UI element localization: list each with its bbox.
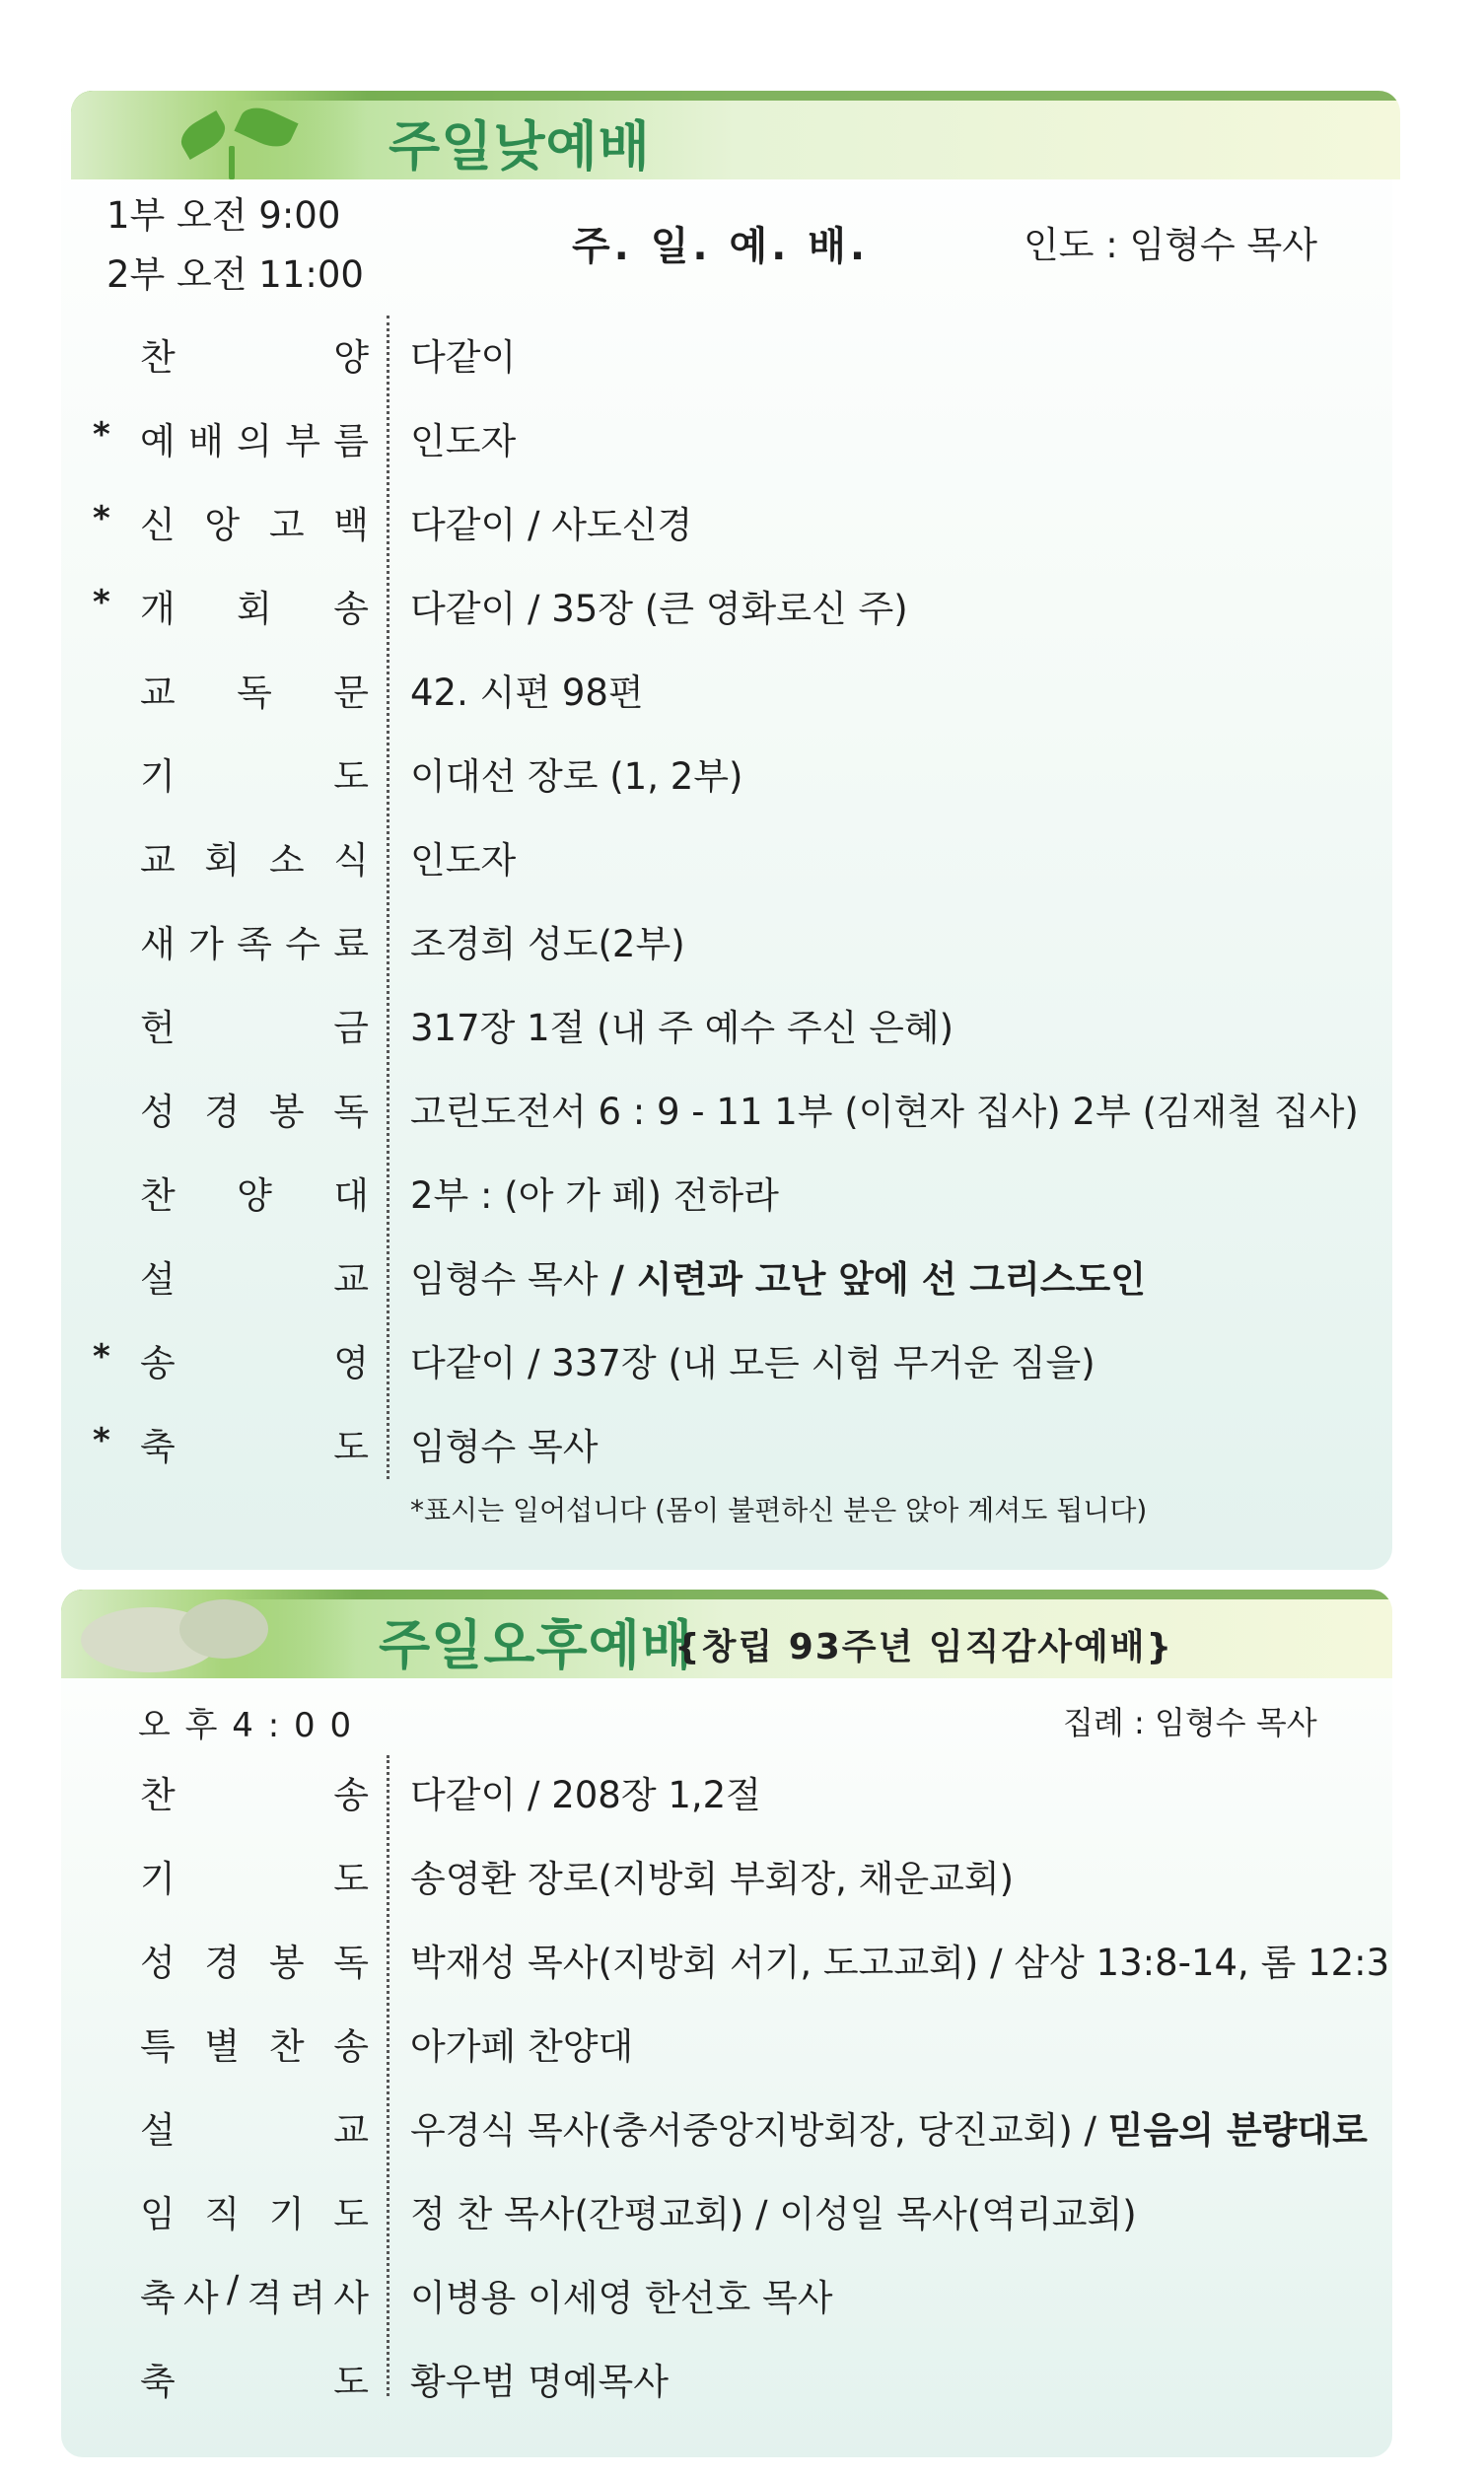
order-value bbox=[410, 2017, 633, 2070]
order-label-char: 영 bbox=[333, 1342, 369, 1384]
order-value-text: 다같이 / 사도신경 bbox=[410, 504, 693, 546]
order-label-char: 기 bbox=[140, 755, 176, 798]
order-label-char: 봉 bbox=[268, 1091, 305, 1133]
order-value-text: 황우범 명예목사 bbox=[410, 2361, 669, 2403]
order-label bbox=[140, 830, 369, 884]
order-label-char: 경 bbox=[204, 1942, 241, 1984]
order-label-char: 교 bbox=[333, 2109, 369, 2152]
order-label bbox=[140, 411, 369, 464]
stand-marker: * bbox=[93, 415, 110, 455]
order-value bbox=[410, 1249, 1146, 1303]
order-value bbox=[410, 830, 516, 884]
order-value-text: 2부 : (아 가 페) 전하라 bbox=[410, 1174, 779, 1217]
order-label-char: 앙 bbox=[204, 504, 241, 546]
order-label-char: 축 bbox=[140, 2361, 176, 2403]
order-label bbox=[140, 998, 369, 1051]
order-label bbox=[140, 1933, 369, 1986]
order-label bbox=[140, 2352, 369, 2405]
order-value-text: 다같이 / 337장 (내 모든 시험 무거운 짐을) bbox=[410, 1342, 1095, 1384]
order-value bbox=[410, 663, 644, 716]
order-label-char: 식 bbox=[333, 839, 369, 882]
order-label-char: 직 bbox=[204, 2193, 241, 2235]
order-label-char: 부 bbox=[285, 420, 320, 462]
order-label-char: 성 bbox=[140, 1091, 176, 1133]
order-value bbox=[410, 1166, 779, 1219]
order-label-char: 독 bbox=[333, 1091, 369, 1133]
order-value-text: 임형수 목사 bbox=[410, 1426, 599, 1468]
order-label-char: 설 bbox=[140, 1258, 176, 1301]
afternoon-divider bbox=[387, 1755, 389, 2396]
order-value-text: 정 찬 목사(간평교회) / 이성일 목사(역리교회) bbox=[410, 2193, 1137, 2235]
order-value bbox=[410, 2268, 832, 2321]
afternoon-service-subtitle: {창립 93주년 임직감사예배} bbox=[674, 1627, 1174, 1667]
order-label-char: 헌 bbox=[140, 1007, 176, 1049]
order-label-char: 사 bbox=[333, 2277, 369, 2319]
order-label-char: 도 bbox=[333, 755, 369, 798]
order-value-text: 우경식 목사(충서중앙지방회장, 당진교회) / bbox=[410, 2109, 1108, 2152]
order-label-char: 대 bbox=[333, 1174, 369, 1217]
sheep-image bbox=[61, 1590, 357, 1678]
stand-marker: * bbox=[93, 1337, 110, 1377]
order-label-char: 송 bbox=[333, 588, 369, 630]
order-value-text: 이병용 이세영 한선호 목사 bbox=[410, 2277, 833, 2319]
order-label-char: 도 bbox=[333, 2193, 369, 2235]
order-label-char: 신 bbox=[140, 504, 176, 546]
worship-heading: 주. 일. 예. 배. bbox=[572, 224, 870, 269]
order-label-char: 양 bbox=[333, 336, 369, 379]
order-label-char: 회 bbox=[237, 588, 272, 630]
order-label-char: 름 bbox=[333, 420, 369, 462]
order-label-char: 백 bbox=[333, 504, 369, 546]
order-value bbox=[410, 2184, 1137, 2237]
order-label-char: 경 bbox=[204, 1091, 241, 1133]
afternoon-service-header bbox=[61, 1590, 1392, 1678]
order-label bbox=[140, 663, 369, 716]
order-label-char: 교 bbox=[140, 672, 176, 714]
order-label-char: 가 bbox=[188, 923, 224, 965]
order-label bbox=[140, 1417, 369, 1470]
order-label bbox=[140, 579, 369, 632]
order-label-char: 특 bbox=[140, 2025, 176, 2068]
order-value-text: 다같이 / 35장 (큰 영화로신 주) bbox=[410, 588, 908, 630]
order-label-char: 송 bbox=[140, 1342, 176, 1384]
order-label bbox=[140, 2017, 369, 2070]
morning-service-title: 주일낮예배 bbox=[389, 117, 651, 177]
order-label bbox=[140, 1765, 369, 1818]
order-label-char: 찬 bbox=[140, 1174, 176, 1217]
order-value bbox=[410, 2100, 1368, 2154]
order-label bbox=[140, 2100, 369, 2154]
order-label-char: 설 bbox=[140, 2109, 176, 2152]
order-label-char: 송 bbox=[333, 2025, 369, 2068]
order-label-char: 독 bbox=[333, 1942, 369, 1984]
order-label-char: 별 bbox=[204, 2025, 241, 2068]
order-value-text: 송영환 장로(지방회 부회장, 채운교회) bbox=[410, 1858, 1015, 1900]
order-divider bbox=[387, 316, 389, 1479]
order-label-char: 배 bbox=[188, 420, 224, 462]
order-value-text: 아가페 찬양대 bbox=[410, 2025, 634, 2068]
order-label bbox=[140, 2184, 369, 2237]
order-label bbox=[140, 495, 369, 548]
order-value-text: 다같이 / 208장 1,2절 bbox=[410, 1774, 761, 1816]
stand-marker: * bbox=[93, 499, 110, 538]
order-label bbox=[140, 746, 369, 800]
order-value-text: 317장 1절 (내 주 예수 주신 은혜) bbox=[410, 1007, 954, 1049]
order-label-char: 고 bbox=[268, 504, 305, 546]
order-label-char: 문 bbox=[333, 672, 369, 714]
order-label-char: 교 bbox=[333, 1258, 369, 1301]
order-value-text: 이대선 장로 (1, 2부) bbox=[410, 755, 743, 798]
order-label-char: 송 bbox=[333, 1774, 369, 1816]
sermon-title: / 시련과 고난 앞에 선 그리스도인 bbox=[598, 1258, 1146, 1301]
order-value-text: 42. 시편 98편 bbox=[410, 672, 644, 714]
order-label-char: 독 bbox=[237, 672, 272, 714]
order-label-char: 료 bbox=[333, 923, 369, 965]
stand-marker: * bbox=[93, 583, 110, 622]
order-label bbox=[140, 1849, 369, 1902]
order-label bbox=[140, 327, 369, 381]
order-label-char: 기 bbox=[140, 1858, 176, 1900]
order-label-char: 양 bbox=[237, 1174, 272, 1217]
order-value-text: 박재성 목사(지방회 서기, 도고교회) / 삼상 13:8-14, 롬 12:3 bbox=[410, 1942, 1390, 1984]
order-label-char: 찬 bbox=[268, 2025, 305, 2068]
order-label-char: 격 bbox=[247, 2277, 283, 2319]
order-label bbox=[140, 1082, 369, 1135]
order-label-char: / bbox=[226, 2268, 240, 2310]
order-label-char: 도 bbox=[333, 2361, 369, 2403]
order-label-char: 수 bbox=[285, 923, 320, 965]
afternoon-leader: 집례 : 임형수 목사 bbox=[1063, 1704, 1317, 1741]
order-value-text: 다같이 bbox=[410, 336, 517, 379]
order-label-char: 의 bbox=[237, 420, 272, 462]
order-label-char: 도 bbox=[333, 1858, 369, 1900]
order-label-char: 예 bbox=[140, 420, 176, 462]
order-label bbox=[140, 914, 369, 967]
sprout-image bbox=[71, 91, 367, 179]
order-label-char: 도 bbox=[333, 1426, 369, 1468]
afternoon-service-title: 주일오후예배 bbox=[379, 1616, 693, 1675]
sermon-title: 믿음의 분량대로 bbox=[1107, 2109, 1368, 2152]
order-label-char: 족 bbox=[237, 923, 272, 965]
worship-leader: 인도 : 임형수 목사 bbox=[1024, 224, 1317, 266]
order-label-char: 회 bbox=[204, 839, 241, 882]
morning-service-header bbox=[71, 91, 1400, 179]
order-value bbox=[410, 327, 516, 381]
order-label bbox=[140, 1249, 369, 1303]
order-label bbox=[140, 1166, 369, 1219]
order-value bbox=[410, 1765, 761, 1818]
order-label-char: 금 bbox=[333, 1007, 369, 1049]
order-value-text: 고린도전서 6 : 9 - 11 1부 (이현자 집사) 2부 (김재철 집사) bbox=[410, 1091, 1359, 1133]
order-value bbox=[410, 1933, 1389, 1986]
service-time-1: 1부 오전 9:00 bbox=[106, 194, 341, 237]
order-value bbox=[410, 914, 685, 967]
service-time-2: 2부 오전 11:00 bbox=[106, 253, 364, 296]
order-label-char: 사 bbox=[182, 2277, 219, 2319]
order-value-text: 인도자 bbox=[410, 420, 517, 462]
order-value bbox=[410, 411, 516, 464]
afternoon-time: 오 후 4 : 0 0 bbox=[138, 1706, 354, 1745]
stand-marker: * bbox=[93, 1421, 110, 1460]
order-label-char: 려 bbox=[290, 2277, 326, 2319]
order-label bbox=[140, 2268, 369, 2321]
order-value bbox=[410, 1333, 1095, 1386]
order-value bbox=[410, 998, 954, 1051]
order-value bbox=[410, 579, 908, 632]
order-label bbox=[140, 1333, 369, 1386]
order-label-char: 개 bbox=[140, 588, 176, 630]
order-label-char: 성 bbox=[140, 1942, 176, 1984]
order-label-char: 축 bbox=[140, 2277, 176, 2319]
order-label-char: 소 bbox=[268, 839, 305, 882]
order-label-char: 축 bbox=[140, 1426, 176, 1468]
order-value bbox=[410, 746, 742, 800]
order-label-char: 임 bbox=[140, 2193, 176, 2235]
order-value-text: 인도자 bbox=[410, 839, 517, 882]
order-value bbox=[410, 1849, 1014, 1902]
order-value bbox=[410, 1417, 598, 1470]
order-label-char: 기 bbox=[268, 2193, 305, 2235]
standing-note: *표시는 일어섭니다 (몸이 불편하신 분은 앉아 계셔도 됩니다) bbox=[410, 1494, 1148, 1526]
order-value-text: 조경희 성도(2부) bbox=[410, 923, 685, 965]
order-label-char: 새 bbox=[140, 923, 176, 965]
order-label-char: 찬 bbox=[140, 336, 176, 379]
order-label-char: 봉 bbox=[268, 1942, 305, 1984]
order-value bbox=[410, 495, 692, 548]
order-value-text: 임형수 목사 bbox=[410, 1258, 599, 1301]
order-value bbox=[410, 2352, 669, 2405]
order-label-char: 찬 bbox=[140, 1774, 176, 1816]
order-label-char: 교 bbox=[140, 839, 176, 882]
order-value bbox=[410, 1082, 1359, 1135]
